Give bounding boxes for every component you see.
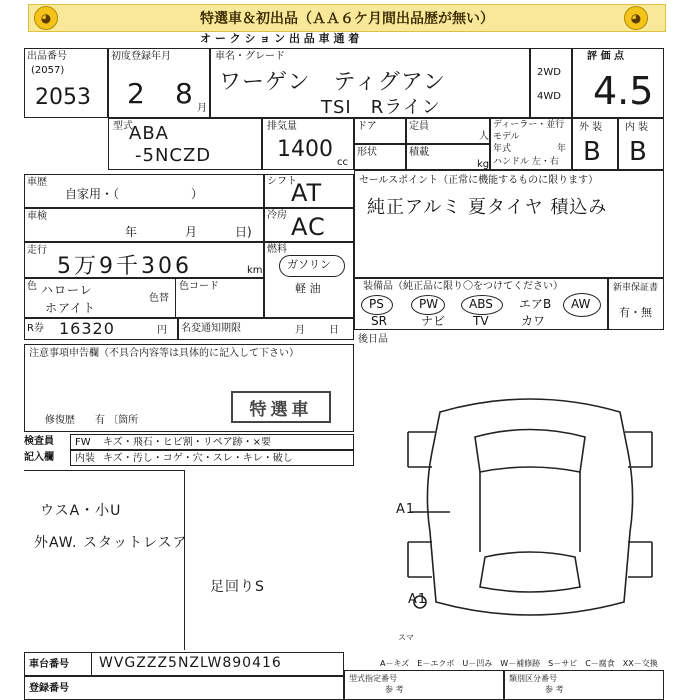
capacity-label: 定員 <box>409 121 429 132</box>
dealer-l1: ディーラー・並行 <box>493 120 565 130</box>
mileage-value: 5万9千306 <box>57 254 192 279</box>
inspection-month: 月 <box>185 225 198 239</box>
car-name-line2: TSI Rライン <box>321 97 441 118</box>
fuel-box <box>264 242 354 318</box>
rear-window <box>480 552 580 592</box>
ac-label: 冷房 <box>267 210 287 221</box>
name-change-label: 名変通知期限 <box>181 323 241 334</box>
door-box <box>354 118 406 144</box>
int-label: 内 装 <box>625 122 649 133</box>
fw-label: FW <box>75 437 91 448</box>
name-change-month: 月 <box>295 325 305 336</box>
sales-point-label: セールスポイント（正常に機能するものに限ります） <box>359 175 599 186</box>
fw-items: キズ・飛石・ヒビ割・リペア跡・×要 <box>103 437 271 448</box>
mileage-label: 走行 <box>27 245 47 256</box>
first-reg-box <box>108 48 210 118</box>
remarks-top-line <box>24 470 184 471</box>
first-reg-month-unit: 月 <box>197 103 207 114</box>
color-box <box>24 278 264 318</box>
rating-value: 4.5 <box>593 69 654 113</box>
footer-right <box>504 670 664 700</box>
equip-ps-circle <box>361 295 393 315</box>
remarks-line1: ウスA・小U <box>40 503 122 519</box>
shape-label: 形状 <box>357 147 377 158</box>
int-grade: B <box>629 137 648 167</box>
fuel-alt: 軽 油 <box>295 282 321 295</box>
mascot-right-icon: ◕ <box>624 6 648 30</box>
model-label: 型式 <box>113 121 133 132</box>
interior-items: キズ・汚し・コゲ・穴・スレ・キレ・破し <box>103 453 293 464</box>
vin-value: WVGZZZ5NZLW890416 <box>99 655 282 671</box>
equip-ps: PS <box>369 297 384 311</box>
equip-navi: ナビ <box>421 314 446 328</box>
color-divider <box>175 279 176 317</box>
equip-leather: カワ <box>521 314 546 328</box>
fw-row <box>70 434 354 450</box>
dealer-l4: 年 <box>557 144 567 154</box>
footer-d: 参 考 <box>545 685 564 694</box>
first-reg-label: 初度登録年月 <box>111 51 171 62</box>
windshield <box>475 430 585 473</box>
mileage-box <box>24 242 264 278</box>
drive-4wd: 4WD <box>537 91 561 102</box>
left-rear <box>408 542 432 577</box>
model-line2: -5NCZD <box>135 145 212 166</box>
shape-box <box>354 144 406 170</box>
equipment-box <box>354 278 608 330</box>
recycle-label: R券 <box>27 323 44 334</box>
equip-abs-circle <box>461 295 503 315</box>
notes-label: 注意事項申告欄（不具合内容等は具体的に記入して下さい） <box>29 348 299 359</box>
damage-legend: A－キズ E－エクボ U－凹み W－補修跡 S－サビ C－腐食 XX－交換 <box>380 659 658 668</box>
warranty-box <box>608 278 664 330</box>
equipment-label: 装備品（純正品に限り〇をつけてください） <box>363 281 563 292</box>
ext-grade-box <box>572 118 618 170</box>
drive-2wd: 2WD <box>537 67 561 78</box>
mascot-left-icon: ◕ <box>34 6 58 30</box>
model-box <box>108 118 262 170</box>
color-value2: ホアイト <box>45 301 96 315</box>
equip-sr: SR <box>371 314 387 328</box>
ext-grade: B <box>583 137 602 167</box>
drive-box <box>530 48 572 118</box>
fuel-value: ガソリン <box>287 258 331 271</box>
checker-label1: 検査員 <box>24 436 54 447</box>
right-rear <box>628 542 652 577</box>
displacement-box <box>262 118 354 170</box>
lot-box <box>24 48 108 118</box>
ac-value: AC <box>291 213 326 241</box>
ext-label: 外 装 <box>579 122 603 133</box>
dealer-l2: モデル <box>493 132 520 142</box>
ac-box <box>264 208 354 242</box>
paint-label: 色替 <box>149 293 169 304</box>
name-change-box <box>178 318 354 340</box>
reg-no-label: 登録番号 <box>29 683 69 694</box>
equip-tv: TV <box>473 314 489 328</box>
inspection-box <box>24 208 264 242</box>
sales-point-value: 純正アルミ 夏タイヤ 積込み <box>367 197 608 218</box>
shift-box <box>264 174 354 208</box>
car-outline <box>427 399 632 615</box>
reg-no-box <box>24 676 344 700</box>
vin-label: 車台番号 <box>29 659 69 670</box>
rear-date-label: 後日品 <box>358 334 388 345</box>
notes-box <box>24 344 354 432</box>
displacement-label: 排気量 <box>267 121 297 132</box>
car-name-box <box>210 48 530 118</box>
load-label: 積載 <box>409 147 429 158</box>
diagram-a1: A1 <box>396 502 416 517</box>
sheet-title: オ ー ク シ ョ ン 出 品 車 通 着 <box>200 32 360 45</box>
top-banner <box>28 4 666 32</box>
diagram-under: スマ <box>398 633 414 642</box>
equip-aw-circle <box>563 293 601 317</box>
first-reg-year: 2 <box>127 77 146 110</box>
lot-label: 出品番号 <box>27 51 67 62</box>
capacity-unit: 人 <box>479 131 489 142</box>
rating-box <box>572 48 664 118</box>
remarks-line2: 外AW. スタットレスア <box>34 535 188 551</box>
remarks-line3: 足回りS <box>210 579 265 595</box>
rating-label: 評 価 点 <box>587 51 624 62</box>
equip-abs: ABS <box>469 297 493 311</box>
checker-label2: 記入欄 <box>24 452 54 463</box>
dealer-l3: 年式 <box>493 144 512 154</box>
remarks-right-line <box>184 470 185 650</box>
inspection-year: 年 <box>125 225 138 239</box>
footer-left <box>344 670 504 700</box>
special-stamp: 特選車 <box>231 391 331 423</box>
capacity-box <box>406 118 490 144</box>
mileage-unit: km <box>247 265 263 276</box>
first-reg-month: 8 <box>175 77 194 110</box>
name-change-day: 日 <box>329 325 339 336</box>
door-label: ドア <box>357 121 377 132</box>
lot-sub: (2057) <box>31 65 65 76</box>
sales-point-box <box>354 170 664 278</box>
int-grade-box <box>618 118 664 170</box>
color-value1: ハローレ <box>41 283 93 297</box>
fuel-label: 燃料 <box>267 244 287 255</box>
repair-history: 修復歴 有 〔箇所 <box>45 415 139 426</box>
warranty-label: 新車保証書 <box>613 283 659 293</box>
footer-c: 類別区分番号 <box>509 674 557 683</box>
model-line1: ABA <box>129 123 169 144</box>
interior-label: 内装 <box>75 453 95 464</box>
equip-pw-circle <box>411 295 445 315</box>
usage-label: 車歴 <box>27 177 47 188</box>
displacement-unit: cc <box>337 157 348 168</box>
shift-value: AT <box>291 179 323 207</box>
recycle-box <box>24 318 178 340</box>
footer-b: 参 考 <box>385 685 404 694</box>
warranty-value: 有・無 <box>619 306 652 319</box>
displacement-value: 1400 <box>277 137 333 162</box>
load-box <box>406 144 490 170</box>
car-name-line1: ワーゲン ティグアン <box>219 70 446 95</box>
vin-box <box>24 652 344 676</box>
inspection-label: 車検 <box>27 211 47 222</box>
usage-box <box>24 174 264 208</box>
dealer-handle: ハンドル 左・右 <box>493 157 559 167</box>
recycle-value: 16320 <box>59 319 115 338</box>
footer-a: 型式指定番号 <box>349 674 397 683</box>
lot-number: 2053 <box>35 85 91 110</box>
banner-text: 特選車＆初出品（ＡＡ６ケ月間出品歴が無い） <box>200 11 494 27</box>
equip-pw: PW <box>419 297 439 311</box>
inspection-day: 日) <box>235 225 252 239</box>
color-label: 色 <box>27 281 37 292</box>
car-name-label: 車名・グレード <box>215 51 285 62</box>
dealer-box <box>490 118 572 170</box>
equip-aw: AW <box>571 297 591 311</box>
recycle-unit: 円 <box>157 325 167 336</box>
color-code-label: 色コード <box>179 281 219 292</box>
vin-divider <box>91 653 92 675</box>
door-lines <box>480 472 580 552</box>
shift-label: シフト <box>267 176 297 187</box>
load-unit: kg <box>477 159 490 170</box>
equip-airbag: エアB <box>519 297 552 311</box>
interior-row <box>70 450 354 466</box>
diagram-a1-lower: A1 <box>408 592 428 607</box>
usage-value: 自家用・（ ） <box>65 187 204 201</box>
